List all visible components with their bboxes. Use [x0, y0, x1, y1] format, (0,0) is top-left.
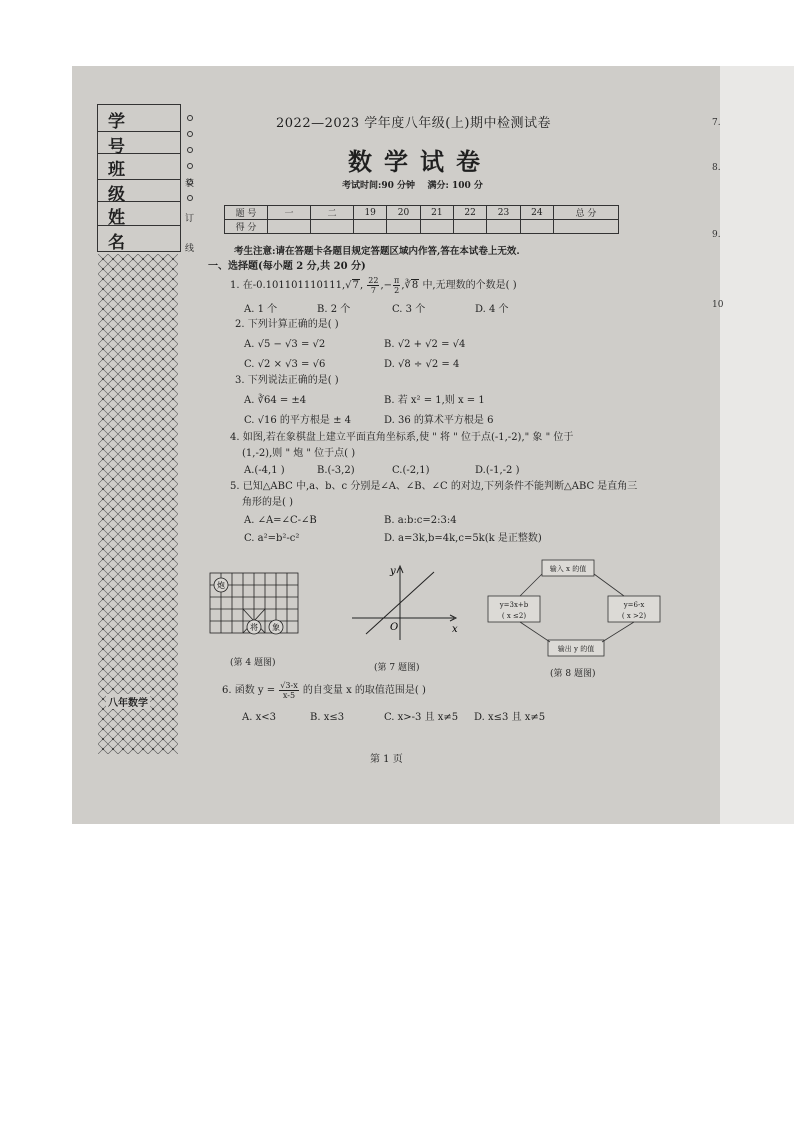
q1-frac-22-7: $\frac{22}{7}$ [368, 276, 379, 295]
score-cell: 总 分 [554, 206, 619, 220]
figure-8-caption: (第 8 题图) [550, 669, 596, 679]
seal-char-ding: 订 [185, 214, 195, 224]
q6-option-a: A. x<3 [242, 712, 276, 723]
student-info-box [97, 104, 181, 252]
flow-output: 输出 y 的值 [557, 645, 595, 653]
question-3-stem: 3. 下列说法正确的是( ) [235, 375, 339, 386]
scanned-page [72, 66, 720, 824]
score-cell: 23 [487, 206, 520, 220]
exam-title: 2022—2023 学年度八年级(上)期中检测试卷 [276, 116, 551, 131]
edge-number-10: 10 [712, 300, 724, 310]
fig7-y-label: y [390, 566, 396, 577]
label-class: 班 级 [108, 160, 155, 205]
fig7-origin: O [390, 622, 399, 633]
next-page-edge [720, 66, 794, 824]
q1-option-b: B. 2 个 [317, 304, 351, 315]
question-4-line2: (1,-2),则 " 炮 " 位于点( ) [242, 448, 356, 459]
exam-info: 考试时间:90 分钟 满分: 100 分 [342, 181, 483, 191]
edge-number-9: 9. [712, 230, 721, 240]
q5-option-c: C. a²=b²-c² [244, 533, 300, 544]
question-1-stem: 1. 在-0.101101110111,√7, $\frac{22}{7}$ ,− $\frac{\pi}{2}$ ,∛8 中,无理数的个数是( ) [230, 276, 517, 295]
label-student-id: 学 号 [108, 112, 155, 157]
q6-option-b: B. x≤3 [310, 712, 345, 723]
fig7-x-label: x [452, 624, 458, 635]
figure-4-chessboard [208, 571, 304, 641]
main-title: 数学试卷 [348, 147, 492, 176]
flow-right-fn: y=6-x [623, 601, 645, 609]
seal-char-xian: 线 [185, 244, 195, 254]
flow-input: 输入 x 的值 [549, 565, 587, 573]
section-title-choice: 一、选择题(每小题 2 分,共 20 分) [208, 261, 366, 272]
figure-7-caption: (第 7 题图) [374, 663, 420, 673]
q5-option-d: D. a=3k,b=4k,c=5k(k 是正整数) [384, 533, 542, 544]
q6-option-c: C. x>-3 且 x≠5 [384, 712, 459, 723]
score-table-header-row [225, 206, 619, 220]
edge-number-8: 8. [712, 163, 721, 173]
q3-option-b: B. 若 x² = 1,则 x = 1 [384, 395, 485, 406]
q1-sqrt7: 7 [352, 280, 359, 291]
flow-right-cond: ( x >2) [621, 612, 647, 620]
question-6-stem [222, 681, 426, 700]
q2-option-a: A. √5 − √3 = √2 [244, 339, 326, 350]
question-5-line2: 角形的是( ) [242, 497, 293, 508]
figure-4-caption: (第 4 题图) [230, 658, 276, 668]
piece-jiang: 将 [250, 623, 258, 632]
q6-option-d: D. x≤3 且 x≠5 [474, 712, 546, 723]
q3-option-c: C. √16 的平方根是 ± 4 [244, 415, 352, 426]
q1-prefix: 1. 在-0.101101110111 [230, 280, 342, 291]
score-table-score-row [225, 220, 619, 234]
figure-8-flowchart [484, 556, 676, 668]
q1-option-d: D. 4 个 [475, 304, 509, 315]
q2-option-c: C. √2 × √3 = √6 [244, 359, 326, 370]
q1-frac-pi-2: $\frac{\pi}{2}$ [394, 276, 400, 295]
q3-option-a: A. ∛64 = ±4 [244, 395, 307, 406]
q6-fraction: $\frac{√3-x}{x-5}$ [280, 681, 298, 700]
label-name: 姓 名 [108, 208, 155, 253]
score-table [224, 205, 619, 234]
question-4-line1: 4. 如图,若在象棋盘上建立平面直角坐标系,使 " 将 " 位于点(-1,-2)," 象 " 位于 [230, 432, 574, 443]
q1-suffix: 中,无理数的个数是( ) [422, 280, 517, 291]
score-cell: 二 [311, 206, 354, 220]
subject-label: 八年数学 [106, 694, 150, 709]
edge-number-7: 7. [712, 118, 721, 128]
q4-option-a: A.(-4,1 ) [244, 465, 285, 476]
seal-char-zhuang: 装 [185, 179, 195, 189]
q5-option-b: B. a:b:c=2:3:4 [384, 515, 457, 526]
question-2-stem: 2. 下列计算正确的是( ) [235, 319, 339, 330]
q6-suffix: 的自变量 x 的取值范围是( ) [302, 685, 426, 696]
q3-option-d: D. 36 的算术平方根是 6 [384, 415, 494, 426]
score-cell: 19 [354, 206, 387, 220]
q2-option-d: D. √8 ÷ √2 = 4 [384, 359, 460, 370]
decorative-lattice [98, 254, 178, 754]
exam-notice: 考生注意:请在答题卡各题目规定答题区域内作答,答在本试卷上无效. [234, 246, 520, 257]
q1-option-a: A. 1 个 [244, 304, 278, 315]
piece-pao: 炮 [217, 581, 225, 590]
q4-option-b: B.(-3,2) [317, 465, 355, 476]
score-cell: 一 [268, 206, 311, 220]
score-cell: 22 [453, 206, 486, 220]
question-5-line1: 5. 已知△ABC 中,a、b、c 分别是∠A、∠B、∠C 的对边,下列条件不能判断△ABC 是直角三 [230, 481, 638, 492]
q1-cbrt8: 8 [411, 280, 419, 291]
score-cell: 21 [420, 206, 453, 220]
piece-xiang: 象 [272, 623, 280, 632]
flow-left-cond: ( x ≤2) [501, 612, 527, 620]
score-cell: 题 号 [225, 206, 268, 220]
q4-option-d: D.(-1,-2 ) [475, 465, 520, 476]
q2-option-b: B. √2 + √2 = √4 [384, 339, 466, 350]
score-cell: 24 [520, 206, 553, 220]
flow-left-fn: y=3x+b [499, 601, 529, 609]
score-cell: 得 分 [225, 220, 268, 234]
q5-option-a: A. ∠A=∠C-∠B [244, 515, 317, 526]
q6-prefix: 6. 函数 y = [222, 685, 276, 696]
page-footer: 第 1 页 [370, 754, 403, 765]
q1-option-c: C. 3 个 [392, 304, 426, 315]
score-cell: 20 [387, 206, 420, 220]
figure-7-graph [350, 562, 462, 642]
q4-option-c: C.(-2,1) [392, 465, 430, 476]
